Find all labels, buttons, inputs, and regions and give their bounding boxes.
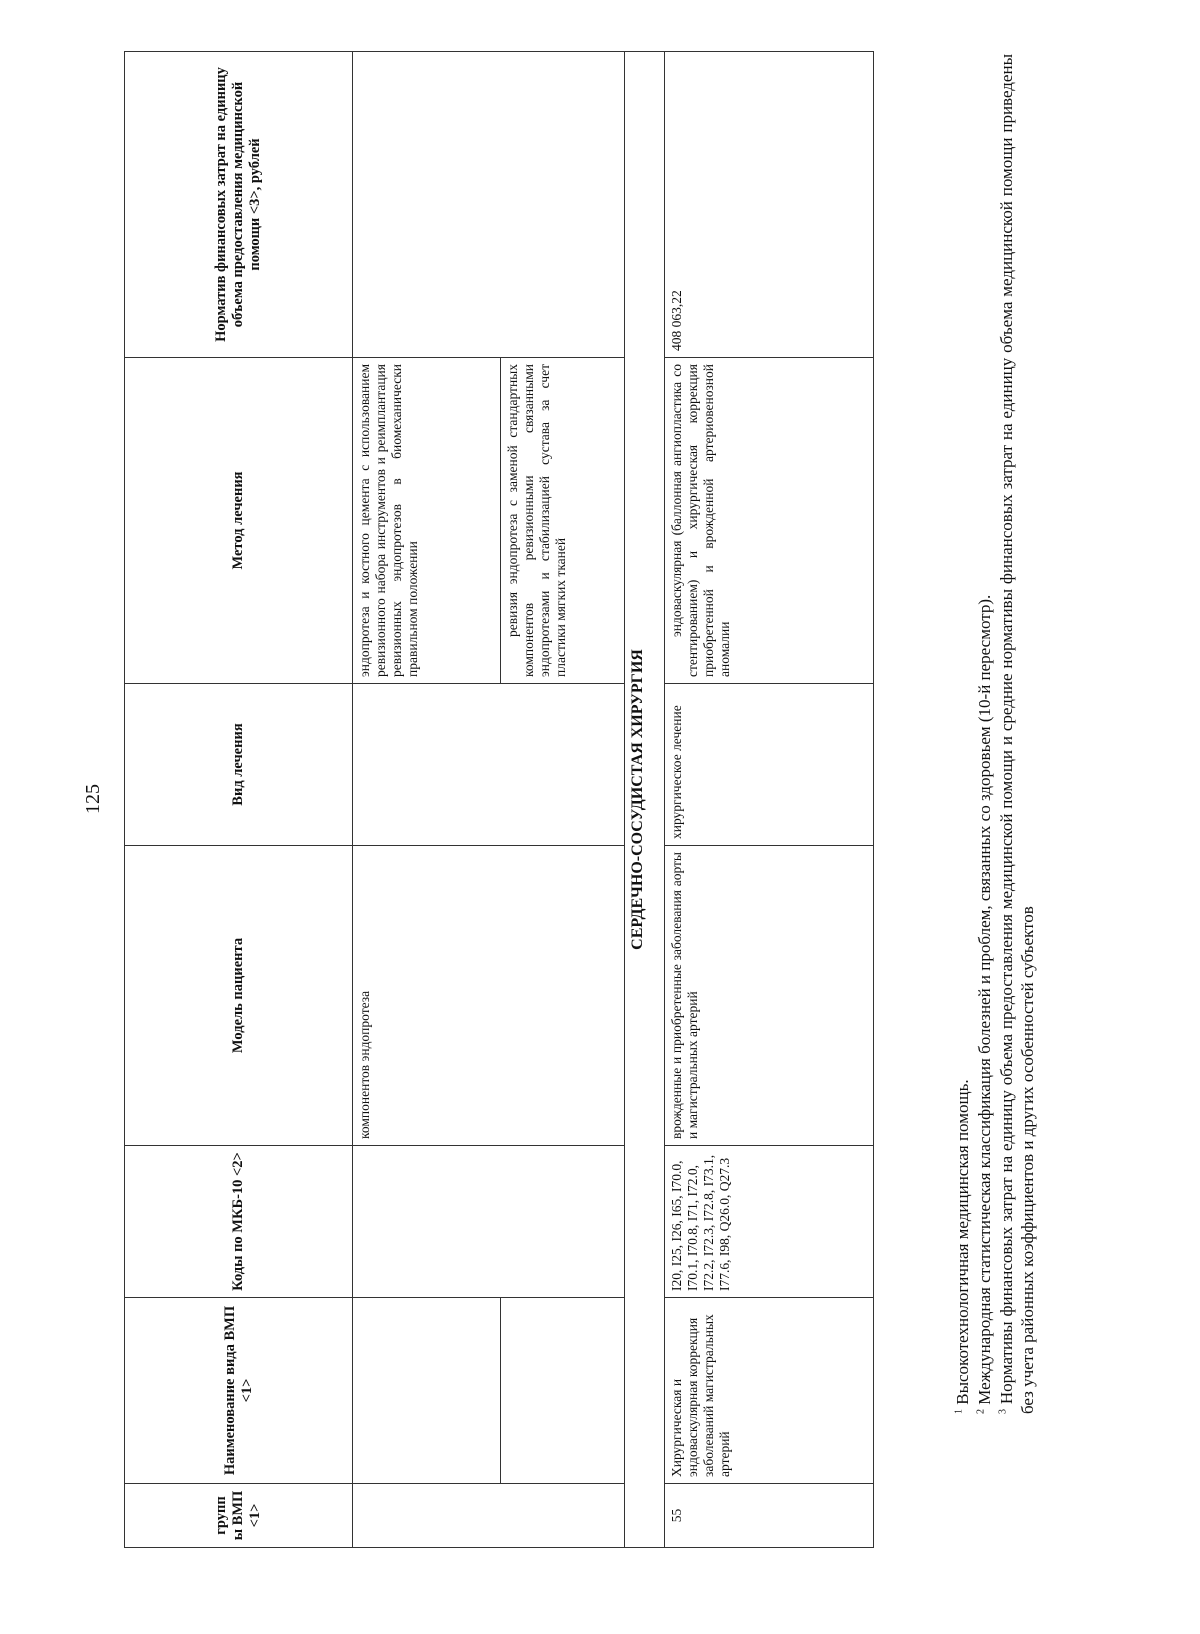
- table-row: [665, 52, 874, 1548]
- cell-name-empty: [353, 1298, 501, 1484]
- table-header-row: [125, 52, 353, 1548]
- footnote-mark: 1: [953, 1409, 965, 1414]
- footnote-mark: 3: [996, 1409, 1008, 1414]
- header-codes: Коды по МКБ-10 <2>: [125, 1146, 353, 1298]
- cell-model-continued: компонентов эндопротеза: [353, 846, 625, 1146]
- cell-group-55: 55: [665, 1484, 874, 1548]
- table-row: [353, 52, 501, 1548]
- header-method: Метод лечения: [125, 358, 353, 684]
- header-type: Вид лечения: [125, 684, 353, 846]
- cell-type-55: хирургическое лечение: [665, 684, 874, 846]
- section-row: [625, 52, 665, 1548]
- cell-group-empty: [353, 1484, 625, 1548]
- cell-norm-empty: [353, 52, 625, 358]
- header-model: Модель пациента: [125, 846, 353, 1146]
- section-title: СЕРДЕЧНО-СОСУДИСТАЯ ХИРУРГИЯ: [625, 52, 665, 1548]
- footnote-text: Высокотехнологичная медицинская помощь.: [953, 1079, 972, 1405]
- cell-method-continued: эндопротеза и костного цемента с использованием ревизионного набора инструментов и реимплантация ревизионных эндопротезов в биомеханически правильном положении: [353, 358, 501, 684]
- cell-name-empty: [501, 1298, 625, 1484]
- page-number: 125: [82, 784, 104, 814]
- cell-method-55: эндоваскулярная (баллонная ангиопластика со стентированием) и хирургическая коррекция приобретенной и врожденной артериовенозной аномалии: [665, 358, 874, 684]
- cell-norm-55: 408 063,22: [665, 52, 874, 358]
- footnote-text: Международная статистическая классификация болезней и проблем, связанных со здоровьем (10-й пересмотр).: [974, 594, 994, 1405]
- header-group: групп ы ВМП <1>: [125, 1484, 353, 1548]
- header-name: Наименование вида ВМП <1>: [125, 1298, 353, 1484]
- footnotes: [952, 54, 1039, 1414]
- header-norm: Норматив финансовых затрат на единицу объема предоставления медицинской помощи <3>, рублей: [125, 52, 353, 358]
- vmp-table: [124, 51, 874, 1548]
- cell-codes-empty: [353, 1146, 625, 1298]
- cell-name-55: Хирургическая и эндоваскулярная коррекция заболеваний магистральных артерий: [665, 1298, 874, 1484]
- cell-model-55: врожденные и приобретенные заболевания аорты и магистральных артерий: [665, 846, 874, 1146]
- footnote-1: [952, 54, 974, 1414]
- footnote-mark: 2: [975, 1409, 987, 1414]
- cell-method-revision: ревизия эндопротеза с заменой стандартных компонентов ревизионными связанными эндопротезами и стабилизацией сустава за счет пластики мягких тканей: [501, 358, 625, 684]
- cell-codes-55: I20, I25, I26, I65, I70.0, I70.1, I70.8, I71, I72.0, I72.2, I72.3, I72.8, I73.1, I77.6, I98, Q26.0, Q27.3: [665, 1146, 874, 1298]
- footnote-text: Нормативы финансовых затрат на единицу объема предоставления медицинской помощи и средние нормативы финансовых затрат на единицу объема медицинской помощи приведены без учета районных коэффициентов и других особенностей субъектов: [996, 54, 1038, 1414]
- footnote-3: [996, 54, 1040, 1414]
- footnote-2: [974, 54, 996, 1414]
- cell-type-empty: [353, 684, 625, 846]
